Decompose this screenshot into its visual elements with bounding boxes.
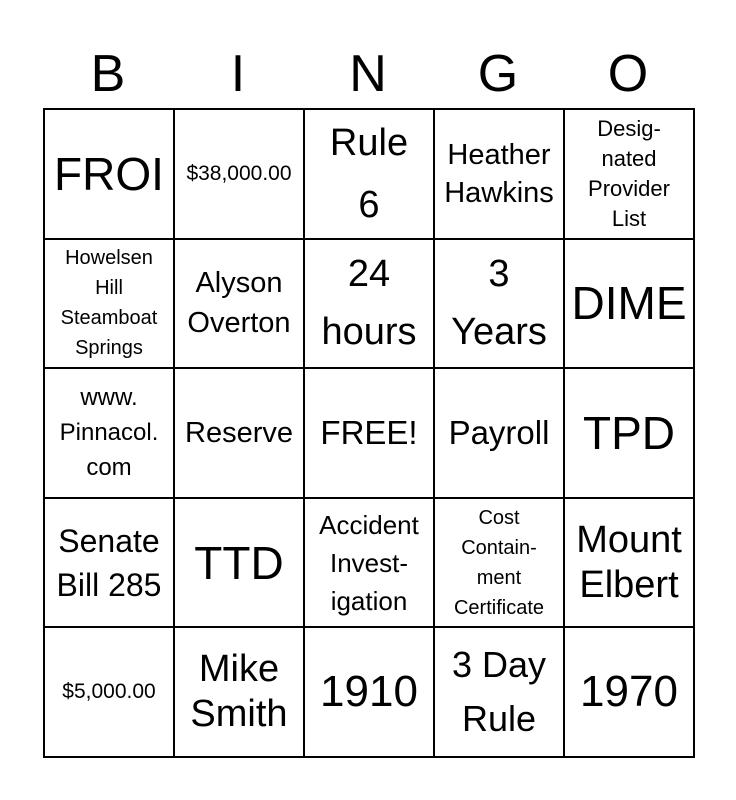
grid-row: [44, 109, 694, 239]
grid-row: [44, 239, 694, 369]
bingo-cell[interactable]: Howelsen Hill Steamboat Springs: [44, 239, 174, 369]
bingo-cell[interactable]: 24 hours: [304, 239, 434, 369]
header-letter-i: I: [230, 45, 246, 103]
bingo-cell[interactable]: TTD: [174, 498, 304, 628]
bingo-cell[interactable]: Alyson Overton: [174, 239, 304, 369]
bingo-cell[interactable]: $38,000.00: [174, 109, 304, 239]
header-letter-o: O: [607, 45, 649, 103]
bingo-cell[interactable]: Cost Contain- ment Certificate: [434, 498, 564, 628]
bingo-cell[interactable]: FROI: [44, 109, 174, 239]
bingo-cell[interactable]: Senate Bill 285: [44, 498, 174, 628]
bingo-grid: [43, 108, 695, 758]
bingo-cell[interactable]: FREE!: [304, 368, 434, 498]
bingo-cell[interactable]: Mike Smith: [174, 627, 304, 757]
header-letter-g: G: [477, 45, 519, 103]
bingo-cell[interactable]: Rule 6: [304, 109, 434, 239]
bingo-cell[interactable]: Accident Invest- igation: [304, 498, 434, 628]
bingo-header: [43, 40, 693, 108]
grid-row: [44, 498, 694, 628]
bingo-cell[interactable]: Mount Elbert: [564, 498, 694, 628]
bingo-cell[interactable]: 1970: [564, 627, 694, 757]
header-letter-n: N: [349, 45, 387, 103]
grid-row: [44, 368, 694, 498]
bingo-cell[interactable]: Desig- nated Provider List: [564, 109, 694, 239]
bingo-cell[interactable]: TPD: [564, 368, 694, 498]
bingo-cell[interactable]: Payroll: [434, 368, 564, 498]
bingo-cell[interactable]: 3 Day Rule: [434, 627, 564, 757]
bingo-cell[interactable]: 3 Years: [434, 239, 564, 369]
header-letter-b: B: [90, 45, 126, 103]
bingo-cell[interactable]: www. Pinnacol. com: [44, 368, 174, 498]
bingo-cell[interactable]: Reserve: [174, 368, 304, 498]
bingo-cell[interactable]: 1910: [304, 627, 434, 757]
bingo-cell[interactable]: Heather Hawkins: [434, 109, 564, 239]
bingo-cell[interactable]: $5,000.00: [44, 627, 174, 757]
bingo-cell[interactable]: DIME: [564, 239, 694, 369]
grid-row: [44, 627, 694, 757]
